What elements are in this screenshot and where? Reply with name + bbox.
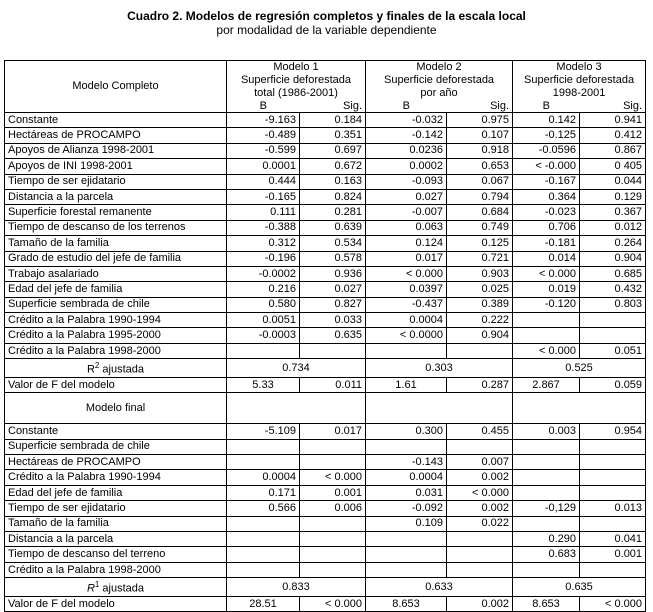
coef-sig xyxy=(300,562,366,577)
coef-sig: 0.001 xyxy=(300,485,366,500)
coef-sig: 0.264 xyxy=(580,236,646,251)
table-row xyxy=(5,236,646,251)
coef-b: -0.489 xyxy=(227,128,300,143)
coef-sig: 0.033 xyxy=(300,313,366,328)
r2-symbol: R xyxy=(86,363,95,376)
coef-sig: 0.721 xyxy=(447,251,513,266)
model-name: Modelo 1 xyxy=(273,61,319,73)
coef-sig xyxy=(300,343,366,358)
coef-b: 0.142 xyxy=(513,113,580,128)
coef-sig: 0.803 xyxy=(580,297,646,312)
f-value: 1.61 xyxy=(366,377,447,392)
f-value: 2.867 xyxy=(513,377,580,392)
row-label: Trabajo asalariado xyxy=(5,266,227,281)
row-label: Constante xyxy=(5,424,227,439)
coef-sig: 0.941 xyxy=(580,113,646,128)
coef-sig xyxy=(300,547,366,562)
coef-b: 0.0004 xyxy=(366,313,447,328)
coef-b xyxy=(227,455,300,470)
coef-b: -0.181 xyxy=(513,236,580,251)
coef-b: < 0.0000 xyxy=(366,328,447,343)
coef-sig: 0.432 xyxy=(580,282,646,297)
table-row xyxy=(5,313,646,328)
coef-b: 0.312 xyxy=(227,236,300,251)
r2-value: 0.303 xyxy=(366,359,513,378)
coef-sig: 0.975 xyxy=(447,113,513,128)
coef-b: -0.0596 xyxy=(513,143,580,158)
r2-row xyxy=(5,359,646,378)
f-value: 28.51 xyxy=(227,596,300,611)
table-row xyxy=(5,159,646,174)
table-row xyxy=(5,562,646,577)
coef-sig: 0.867 xyxy=(580,143,646,158)
coef-sig: 0.041 xyxy=(580,532,646,547)
coef-sig xyxy=(580,313,646,328)
coef-b: -0.092 xyxy=(366,501,447,516)
coef-b: 0.566 xyxy=(227,501,300,516)
table-row xyxy=(5,516,646,531)
coef-b: < 0.000 xyxy=(513,266,580,281)
coef-b: -0.599 xyxy=(227,143,300,158)
col-b: B xyxy=(366,100,447,113)
header-model-1 xyxy=(227,61,366,101)
coef-sig: 0.639 xyxy=(300,220,366,235)
model-name: Modelo 2 xyxy=(416,61,462,73)
coef-b xyxy=(227,516,300,531)
f-sig: < 0.000 xyxy=(300,596,366,611)
r2-text: ajustada xyxy=(99,363,145,376)
row-label: Superficie forestal remanente xyxy=(5,205,227,220)
coef-b: 0.063 xyxy=(366,220,447,235)
r2-label xyxy=(5,359,227,378)
r2-superscript: 2 xyxy=(94,361,100,371)
row-label: Tiempo de descanso de los terrenos xyxy=(5,220,227,235)
coef-b: 0.580 xyxy=(227,297,300,312)
coef-sig: 0.697 xyxy=(300,143,366,158)
coef-sig: 0.827 xyxy=(300,297,366,312)
coef-sig: 0.006 xyxy=(300,501,366,516)
empty-cell xyxy=(366,393,513,424)
row-label: Crédito a la Palabra 1995-2000 xyxy=(5,328,227,343)
row-label: Tiempo de ser ejidatario xyxy=(5,501,227,516)
table-row xyxy=(5,532,646,547)
coef-sig: 0.013 xyxy=(580,501,646,516)
row-label: Crédito a la Palabra 1998-2000 xyxy=(5,562,227,577)
f-sig: 0.002 xyxy=(447,596,513,611)
coef-sig: < 0.000 xyxy=(300,470,366,485)
coef-b: 0.019 xyxy=(513,282,580,297)
coef-sig: 0.022 xyxy=(447,516,513,531)
row-label: Apoyos de INI 1998-2001 xyxy=(5,159,227,174)
coef-b xyxy=(227,532,300,547)
col-b: B xyxy=(513,100,580,113)
coef-b xyxy=(513,562,580,577)
coef-sig: 0.051 xyxy=(580,343,646,358)
table-row xyxy=(5,424,646,439)
coef-sig: 0.351 xyxy=(300,128,366,143)
coef-sig: 0.044 xyxy=(580,174,646,189)
coef-b xyxy=(366,439,447,454)
coef-b xyxy=(366,562,447,577)
coef-b: -9.163 xyxy=(227,113,300,128)
coef-b: -0,129 xyxy=(513,501,580,516)
row-label: Crédito a la Palabra 1990-1994 xyxy=(5,313,227,328)
coef-sig: 0.367 xyxy=(580,205,646,220)
coef-b: 0.027 xyxy=(366,189,447,204)
coef-b: 0.300 xyxy=(366,424,447,439)
r2-superscript: 1 xyxy=(94,580,100,590)
r2-value: 0.734 xyxy=(227,359,366,378)
table-row xyxy=(5,128,646,143)
header-row xyxy=(5,61,646,101)
coef-sig xyxy=(447,547,513,562)
coef-b: -0.125 xyxy=(513,128,580,143)
f-value: 5.33 xyxy=(227,377,300,392)
coef-sig xyxy=(580,439,646,454)
coef-b: -0.023 xyxy=(513,205,580,220)
coef-sig: 0.918 xyxy=(447,143,513,158)
coef-sig: 0.672 xyxy=(300,159,366,174)
coef-b xyxy=(366,343,447,358)
coef-sig: 0.107 xyxy=(447,128,513,143)
table-row xyxy=(5,439,646,454)
coef-b: -0.0003 xyxy=(227,328,300,343)
coef-sig xyxy=(580,470,646,485)
table-row xyxy=(5,328,646,343)
table-row xyxy=(5,143,646,158)
header-model-2 xyxy=(366,61,513,101)
row-label: Grado de estudio del jefe de familia xyxy=(5,251,227,266)
coef-sig: 0.749 xyxy=(447,220,513,235)
coef-sig: 0.936 xyxy=(300,266,366,281)
coef-sig: 0.129 xyxy=(580,189,646,204)
row-label: Crédito a la Palabra 1998-2000 xyxy=(5,343,227,358)
coef-sig: 0.001 xyxy=(580,547,646,562)
r2-row xyxy=(5,578,646,597)
coef-sig xyxy=(300,516,366,531)
coef-b: -0.093 xyxy=(366,174,447,189)
coef-b xyxy=(513,439,580,454)
coef-b: 0.216 xyxy=(227,282,300,297)
empty-cell xyxy=(227,393,366,424)
coef-sig: 0.794 xyxy=(447,189,513,204)
coef-sig: 0.653 xyxy=(447,159,513,174)
header-model-3 xyxy=(513,61,646,101)
coef-sig xyxy=(300,455,366,470)
row-label: Edad del jefe de familia xyxy=(5,485,227,500)
coef-sig: 0.281 xyxy=(300,205,366,220)
model-desc: Superficie deforestada xyxy=(240,74,352,86)
final-model-label: Modelo final xyxy=(5,393,227,424)
r2-symbol: R xyxy=(86,582,95,595)
coef-sig: 0.222 xyxy=(447,313,513,328)
coef-sig: 0.067 xyxy=(447,174,513,189)
row-label: Valor de F del modelo xyxy=(5,596,227,611)
table-row xyxy=(5,251,646,266)
table-row xyxy=(5,113,646,128)
caption-line-2: por modalidad de la variable dependiente xyxy=(216,23,437,37)
coef-b: -0.167 xyxy=(513,174,580,189)
coef-b: -0.437 xyxy=(366,297,447,312)
coef-b xyxy=(227,439,300,454)
r2-value: 0.635 xyxy=(513,578,646,597)
row-label: Tamaño de la familia xyxy=(5,236,227,251)
row-label: Superficie sembrada de chile xyxy=(5,439,227,454)
coef-b: 0.003 xyxy=(513,424,580,439)
table-row xyxy=(5,470,646,485)
coef-b xyxy=(227,547,300,562)
header-label: Modelo Completo xyxy=(5,61,227,113)
col-sig: Sig. xyxy=(580,100,646,113)
f-sig: 0.059 xyxy=(580,377,646,392)
coef-b: 0.031 xyxy=(366,485,447,500)
table-row xyxy=(5,205,646,220)
coef-sig: 0.904 xyxy=(447,328,513,343)
coef-sig: 0.027 xyxy=(300,282,366,297)
coef-b: < -0.000 xyxy=(513,159,580,174)
table-row xyxy=(5,455,646,470)
coef-b xyxy=(513,455,580,470)
coef-b: -0.142 xyxy=(366,128,447,143)
coef-sig: 0.903 xyxy=(447,266,513,281)
coef-sig: 0.954 xyxy=(580,424,646,439)
coef-sig xyxy=(447,439,513,454)
row-label: Tiempo de descanso del terreno xyxy=(5,547,227,562)
coef-b: 0.683 xyxy=(513,547,580,562)
table-row xyxy=(5,485,646,500)
f-value: 8.653 xyxy=(513,596,580,611)
coef-b: 0.0397 xyxy=(366,282,447,297)
coef-b xyxy=(227,343,300,358)
coef-sig: 0.184 xyxy=(300,113,366,128)
coef-b: -5.109 xyxy=(227,424,300,439)
row-label: Crédito a la Palabra 1990-1994 xyxy=(5,470,227,485)
coef-b xyxy=(366,547,447,562)
coef-b xyxy=(513,516,580,531)
coef-sig: 0.017 xyxy=(300,424,366,439)
coef-b: 0.0051 xyxy=(227,313,300,328)
coef-b xyxy=(366,532,447,547)
coef-b xyxy=(227,562,300,577)
coef-b: 0.444 xyxy=(227,174,300,189)
coef-b: 0.0004 xyxy=(227,470,300,485)
coef-sig xyxy=(580,562,646,577)
coef-sig: 0.012 xyxy=(580,220,646,235)
coef-sig: 0.002 xyxy=(447,501,513,516)
coef-b: 0.0002 xyxy=(366,159,447,174)
coef-b: 0.290 xyxy=(513,532,580,547)
coef-b: 0.364 xyxy=(513,189,580,204)
col-sig: Sig. xyxy=(447,100,513,113)
row-label: Tiempo de ser ejidatario xyxy=(5,174,227,189)
coef-sig: < 0.000 xyxy=(447,485,513,500)
model-desc: Superficie deforestada xyxy=(524,74,635,86)
row-label: Valor de F del modelo xyxy=(5,377,227,392)
coef-sig: 0.685 xyxy=(580,266,646,281)
table-row xyxy=(5,189,646,204)
coef-sig: 0.904 xyxy=(580,251,646,266)
coef-b: -0.196 xyxy=(227,251,300,266)
coef-sig: 0.412 xyxy=(580,128,646,143)
coef-b: -0.388 xyxy=(227,220,300,235)
r2-text: ajustada xyxy=(99,582,145,595)
coef-b: 0.171 xyxy=(227,485,300,500)
coef-b: 0.706 xyxy=(513,220,580,235)
coef-b: -0.143 xyxy=(366,455,447,470)
row-label: Constante xyxy=(5,113,227,128)
coef-b xyxy=(513,470,580,485)
coef-sig: 0.534 xyxy=(300,236,366,251)
coef-b xyxy=(513,328,580,343)
coef-sig xyxy=(300,532,366,547)
coef-sig: 0.824 xyxy=(300,189,366,204)
coef-sig: 0.635 xyxy=(300,328,366,343)
coef-b xyxy=(513,485,580,500)
coef-b: 0.124 xyxy=(366,236,447,251)
coef-b: -0.165 xyxy=(227,189,300,204)
model-period: por año xyxy=(420,87,458,99)
row-label: Distancia a la parcela xyxy=(5,189,227,204)
coef-sig xyxy=(580,455,646,470)
coef-b: 0.014 xyxy=(513,251,580,266)
coef-sig: 0.578 xyxy=(300,251,366,266)
regression-table xyxy=(4,60,646,612)
f-sig: < 0.000 xyxy=(580,596,646,611)
coef-b: 0.0001 xyxy=(227,159,300,174)
coef-b: 0.111 xyxy=(227,205,300,220)
coef-sig xyxy=(580,328,646,343)
col-b: B xyxy=(227,100,300,113)
r2-label xyxy=(5,578,227,597)
table-row xyxy=(5,220,646,235)
model-period: 1998-2001 xyxy=(552,87,606,99)
coef-sig: 0.002 xyxy=(447,470,513,485)
coef-sig: 0.389 xyxy=(447,297,513,312)
coef-sig: 0 405 xyxy=(580,159,646,174)
coef-sig: 0.007 xyxy=(447,455,513,470)
row-label: Distancia a la parcela xyxy=(5,532,227,547)
model-period: total (1986-2001) xyxy=(254,87,338,99)
f-value-row xyxy=(5,596,646,611)
coef-sig: 0.163 xyxy=(300,174,366,189)
table-row xyxy=(5,282,646,297)
coef-b: -0.0002 xyxy=(227,266,300,281)
coef-b: -0.120 xyxy=(513,297,580,312)
row-label: Edad del jefe de familia xyxy=(5,282,227,297)
caption-line-1: Cuadro 2. Modelos de regresión completos y finales de la escala local xyxy=(127,9,526,23)
row-label: Apoyos de Alianza 1998-2001 xyxy=(5,143,227,158)
coef-b: -0.032 xyxy=(366,113,447,128)
coef-sig: 0.684 xyxy=(447,205,513,220)
row-label: Hectáreas de PROCAMPO xyxy=(5,455,227,470)
coef-sig: 0.455 xyxy=(447,424,513,439)
coef-b: -0.007 xyxy=(366,205,447,220)
coef-b: 0.017 xyxy=(366,251,447,266)
f-value: 8.653 xyxy=(366,596,447,611)
coef-b: 0.0004 xyxy=(366,470,447,485)
table-caption xyxy=(0,9,653,37)
table-row xyxy=(5,501,646,516)
coef-sig: 0.125 xyxy=(447,236,513,251)
coef-sig: 0.025 xyxy=(447,282,513,297)
table-row xyxy=(5,297,646,312)
r2-value: 0.633 xyxy=(366,578,513,597)
row-label: Hectáreas de PROCAMPO xyxy=(5,128,227,143)
f-sig: 0.287 xyxy=(447,377,513,392)
table-row xyxy=(5,547,646,562)
coef-b: < 0.000 xyxy=(513,343,580,358)
table-row xyxy=(5,343,646,358)
f-value-row xyxy=(5,377,646,392)
coef-b xyxy=(513,313,580,328)
empty-cell xyxy=(513,393,646,424)
coef-sig xyxy=(300,439,366,454)
row-label: Superficie sembrada de chile xyxy=(5,297,227,312)
table-row xyxy=(5,266,646,281)
coef-sig xyxy=(447,343,513,358)
coef-b: < 0.000 xyxy=(366,266,447,281)
coef-sig xyxy=(580,516,646,531)
r2-value: 0.525 xyxy=(513,359,646,378)
coef-sig xyxy=(580,485,646,500)
col-sig: Sig. xyxy=(300,100,366,113)
coef-b: 0.0236 xyxy=(366,143,447,158)
model-name: Modelo 3 xyxy=(556,61,602,73)
final-model-header xyxy=(5,393,646,424)
table-row xyxy=(5,174,646,189)
coef-b: 0.109 xyxy=(366,516,447,531)
row-label: Tamaño de la familia xyxy=(5,516,227,531)
model-desc: Superficie deforestada xyxy=(383,74,495,86)
coef-sig xyxy=(447,562,513,577)
coef-sig xyxy=(447,532,513,547)
f-sig: 0.011 xyxy=(300,377,366,392)
r2-value: 0.833 xyxy=(227,578,366,597)
